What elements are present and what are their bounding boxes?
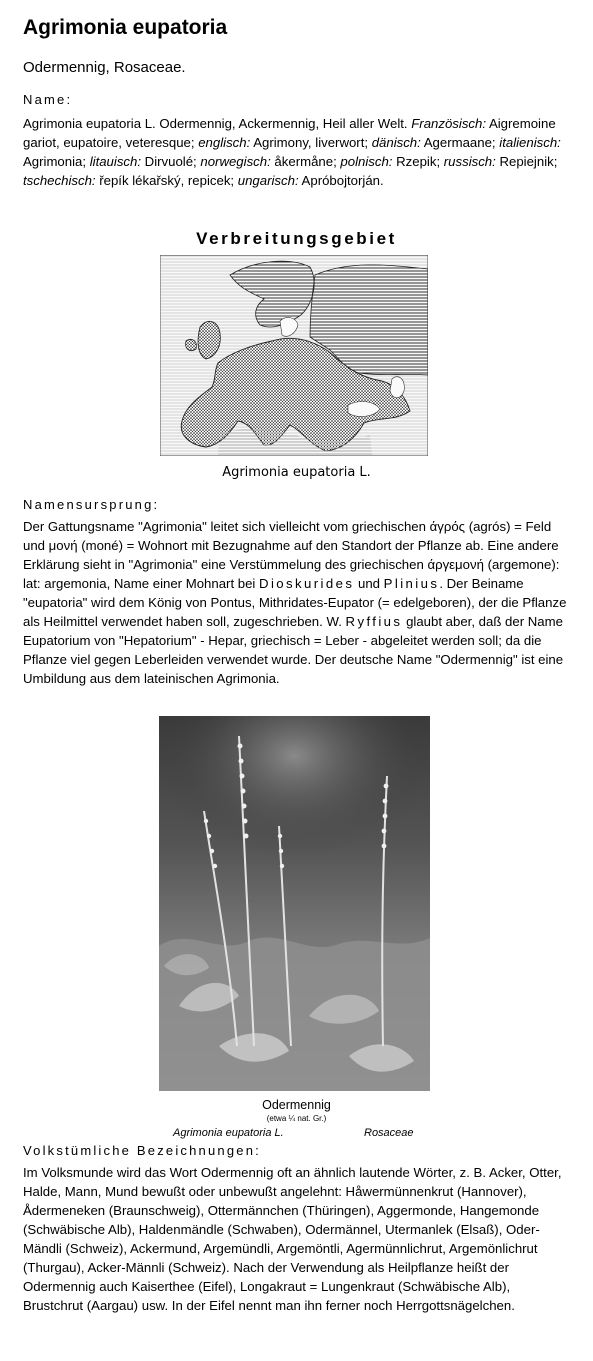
- origin-text-part: Der Gattungsname "Agrimonia" leitet sich vielleicht vom griechischen άγρός (agrós) = Feld und μονή (moné) = Wohnort mit Bezugnahme auf den Standort der Pflanze ab. Eine andere Erklärung sieht in "Agrimonia" eine Verstümmelung des griechischen άργεμονή (argemone): lat: argemonia, Name einer Mohnart bei: [23, 519, 560, 591]
- language-label: tschechisch:: [23, 173, 96, 188]
- person-name: Ryffius: [345, 614, 403, 629]
- name-text-part: Agermaane;: [420, 135, 500, 150]
- language-label: Französisch:: [411, 116, 487, 131]
- name-text-part: Dirvuolé;: [141, 154, 201, 169]
- language-label: dänisch:: [371, 135, 421, 150]
- origin-text-part: glaubt aber, daß der Name Eupatorium von "Hepatorium" - Hepar, griechisch = Leber - abgeleitet werden soll; da die Pflanze viel gegen Leberleiden verwendet wurde. Der deutsche Name "Odermennig" ist eine Umbildung aus dem lateinischen Agrimonia.: [23, 614, 564, 686]
- folk-names-text: Im Volksmunde wird das Wort Odermennig oft an ähnlich lautende Wörter, z. B. Acker, Otter, Halde, Mann, Mund bewußt oder unbewußt angelehnt: Håwermünnenkrut (Hannover), Ådermeneken (Braunschweig), Ottermännchen (Thüringen), Aggermonde, Hangemonde (Schwäbische Alb), Haldenmändle (Schwaben), Odermännel, Utermanlek (Elsaß), Oder-Mändli (Schweiz), Ackermund, Argemündli, Argemöntli, Agermünnlichrut, Argemönlichrut (Thurgau), Acker-Männli (Schweiz). Nach der Verwendung als Heilpflanze heißt der Odermennig auch Kaiserthee (Eifel), Longakraut = Lungenkraut (Schwäbische Alb), Brustchrut (Aargau) usw. In der Eifel nennt man ihn ferner noch Herrgottsnägelchen.: [23, 1165, 562, 1313]
- photo-scale: (etwa ¼ nat. Gr.): [266, 1114, 327, 1123]
- photo-scientific-name: Agrimonia eupatoria L.: [173, 1127, 284, 1139]
- origin-text-part: und: [354, 576, 384, 591]
- origin-text-part: . Der Beiname "eupatoria" wird dem König von Pontus, Mithridates-Eupator (= edelgeboren), der die Pflanze als Heilmittel verwendet haben soll, zugeschrieben. W.: [23, 576, 567, 629]
- language-label: litauisch:: [89, 154, 142, 169]
- name-text-part: Rzepik;: [392, 154, 444, 169]
- person-name: Dioskurides: [259, 576, 355, 591]
- language-label: polnisch:: [340, 154, 393, 169]
- language-label: englisch:: [198, 135, 251, 150]
- language-label: russisch:: [443, 154, 496, 169]
- page-title: Agrimonia eupatoria: [23, 16, 228, 39]
- name-section-text: [23, 114, 571, 190]
- origin-text: [23, 517, 571, 688]
- folk-names-heading: Volkstümliche Bezeichnungen:: [23, 1143, 261, 1158]
- plant-photo: [159, 716, 430, 1091]
- language-label: ungarisch:: [237, 173, 299, 188]
- name-text-part: Repiejnik;: [495, 154, 558, 169]
- page-subtitle: Odermennig, Rosaceae.: [23, 59, 186, 76]
- distribution-heading: Verbreitungsgebiet: [196, 229, 397, 248]
- name-section-heading: Name:: [23, 92, 73, 107]
- map-caspian: [390, 377, 404, 398]
- name-text-part: Agrimonia;: [23, 154, 90, 169]
- name-text-part: Agrimony, liverwort;: [250, 135, 372, 150]
- origin-heading: Namensursprung:: [23, 497, 160, 512]
- name-text-part: åkermåne;: [270, 154, 341, 169]
- name-text-part: Agrimonia eupatoria L. Odermennig, Ackermennig, Heil aller Welt.: [23, 116, 412, 131]
- language-label: norwegisch:: [200, 154, 271, 169]
- language-label: italienisch:: [499, 135, 561, 150]
- person-name: Plinius: [383, 576, 440, 591]
- photo-family-name: Rosaceae: [364, 1127, 414, 1139]
- name-text-part: řepík lékařský, repicek;: [95, 173, 238, 188]
- map-caption: Agrimonia eupatoria L.: [222, 465, 371, 480]
- name-text-part: Aigremoine gariot, eupatoire, veteresque;: [23, 116, 556, 150]
- distribution-map: [160, 255, 428, 456]
- photo-title: Odermennig: [262, 1098, 331, 1112]
- name-text-part: Apróbojtorján.: [298, 173, 384, 188]
